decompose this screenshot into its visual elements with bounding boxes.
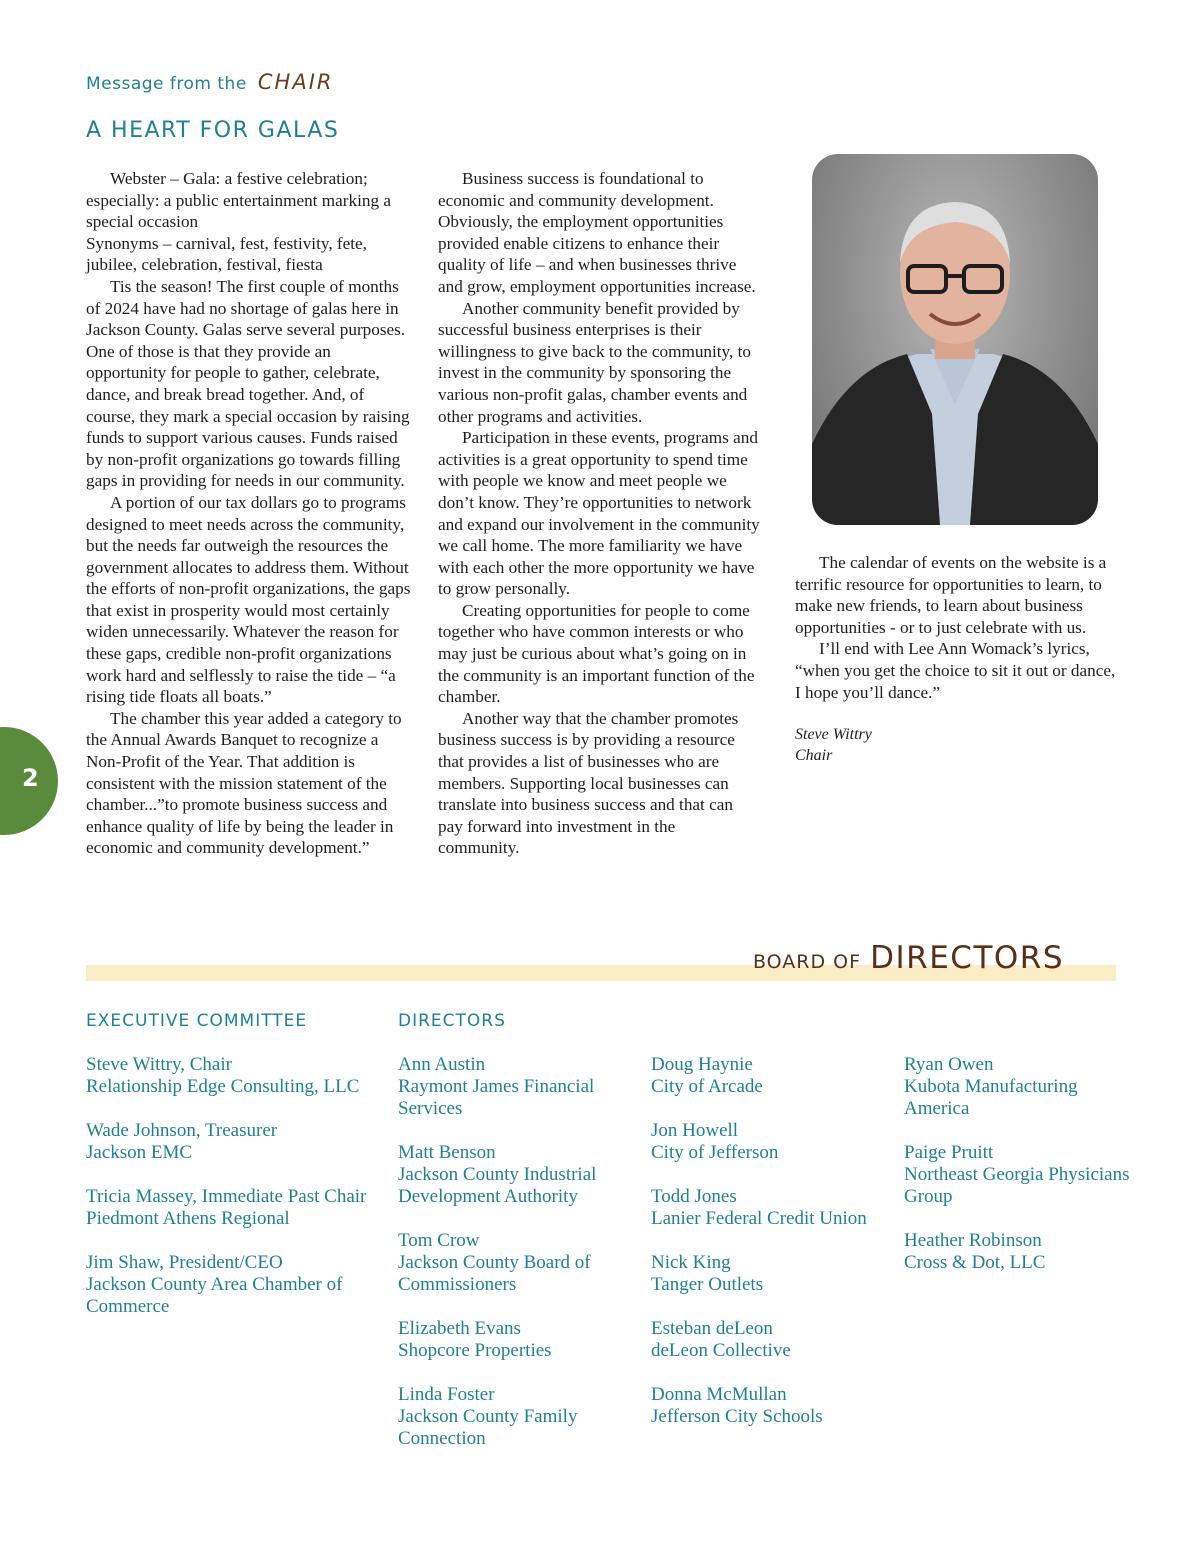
signature <box>795 724 1120 766</box>
board-member-entry <box>651 1318 867 1362</box>
member-name: Heather Robinson <box>904 1230 1042 1251</box>
kicker-small: Message from the <box>86 74 247 94</box>
article-column-1 <box>86 168 411 859</box>
signature-name: Steve Wittry <box>795 726 872 744</box>
board-member-entry <box>398 1054 596 1120</box>
member-organization: America <box>904 1098 970 1119</box>
article-paragraph: Webster – Gala: a festive celebration; especially: a public entertainment marking a special occasion <box>86 169 391 232</box>
member-name: Steve Wittry, Chair <box>86 1054 232 1075</box>
member-name: Wade Johnson, Treasurer <box>86 1120 278 1141</box>
board-member-entry <box>86 1054 366 1098</box>
member-name: Ann Austin <box>398 1054 486 1075</box>
member-organization: Connection <box>398 1428 486 1449</box>
member-organization: Shopcore Properties <box>398 1340 552 1361</box>
board-member-entry <box>904 1142 1130 1208</box>
board-title-small: BOARD OF <box>752 951 862 973</box>
board-member-entry <box>86 1252 366 1318</box>
member-name: Nick King <box>651 1252 731 1273</box>
directors-list-3 <box>904 1054 1130 1296</box>
member-name: Todd Jones <box>651 1186 737 1207</box>
article-paragraph: I’ll end with Lee Ann Womack’s lyrics, “when you get the choice to sit it out or dance, I hope you’ll dance.” <box>795 639 1116 702</box>
article-paragraph: Creating opportunities for people to come together who have common interests or who may just be curious about what’s going on in the community is an important function of the chamber. <box>438 600 755 707</box>
member-name: Doug Haynie <box>651 1054 753 1075</box>
member-organization: Jackson County Area Chamber of <box>86 1274 343 1295</box>
article-paragraph: Business success is foundational to economic and community development. Obviously, the employment opportunities provided enable citizens to enhance their quality of life – and when businesses thrive and grow, employment opportunities increase. <box>438 169 756 296</box>
member-organization: Kubota Manufacturing <box>904 1076 1078 1097</box>
board-member-entry <box>398 1384 596 1450</box>
member-organization: deLeon Collective <box>651 1340 791 1361</box>
member-name: Paige Pruitt <box>904 1142 994 1163</box>
article-headline: A HEART FOR GALAS <box>86 118 340 143</box>
board-member-entry <box>86 1120 366 1164</box>
directors-list-1 <box>398 1054 596 1472</box>
section-kicker <box>86 70 333 94</box>
page-number: 2 <box>22 764 39 792</box>
member-name: Jon Howell <box>651 1120 739 1141</box>
board-member-entry <box>651 1054 867 1098</box>
board-member-entry <box>904 1054 1130 1120</box>
article-paragraph: The calendar of events on the website is a terrific resource for opportunities to learn, to make new friends, to learn about business opportunities - or to just celebrate with us. <box>795 553 1107 637</box>
board-member-entry <box>86 1186 366 1230</box>
member-organization: Jackson County Board of <box>398 1252 591 1273</box>
article-paragraph: Tis the season! The first couple of months of 2024 have had no shortage of galas here in Jackson County. Galas serve several purposes. One of those is that they provide an opportunity for people to gather, celebrate, dance, and break bread together. And, of course, they mark a special occasion by raising funds to support various causes. Funds raised by non-profit organizations go towards filling gaps in providing for needs in our community. <box>86 276 410 491</box>
board-member-entry <box>398 1318 596 1362</box>
article-paragraph: Another community benefit provided by successful business enterprises is their willingness to give back to the community, to invest in the community by sponsoring the various non-profit galas, chamber events and other programs and activities. <box>438 298 751 426</box>
chair-portrait-photo <box>812 154 1098 525</box>
member-organization: Relationship Edge Consulting, LLC <box>86 1076 360 1097</box>
member-organization: Jackson EMC <box>86 1142 193 1163</box>
board-title-large: DIRECTORS <box>870 940 1064 976</box>
board-member-entry <box>651 1384 867 1428</box>
member-organization: Lanier Federal Credit Union <box>651 1208 867 1229</box>
portrait-illustration <box>812 154 1098 525</box>
member-name: Elizabeth Evans <box>398 1318 521 1339</box>
member-name: Linda Foster <box>398 1384 495 1405</box>
member-name: Jim Shaw, President/CEO <box>86 1252 283 1273</box>
member-organization: Raymont James Financial <box>398 1076 595 1097</box>
directors-list-2 <box>651 1054 867 1450</box>
member-organization: Jackson County Industrial <box>398 1164 597 1185</box>
member-organization: Group <box>904 1186 953 1207</box>
directors-heading: DIRECTORS <box>398 1011 506 1031</box>
board-member-entry <box>398 1142 596 1208</box>
board-of-directors-title <box>753 940 1064 976</box>
article-paragraph: Another way that the chamber promotes business success is by providing a resource that provides a list of businesses who are members. Supporting local businesses can translate into business success and that can pay forward into investment in the community. <box>438 708 739 858</box>
article-column-3 <box>795 552 1120 766</box>
member-organization: Jackson County Family <box>398 1406 578 1427</box>
member-organization: Tanger Outlets <box>651 1274 764 1295</box>
member-organization: City of Arcade <box>651 1076 763 1097</box>
member-organization: Commerce <box>86 1296 170 1317</box>
article-column-2 <box>438 168 760 859</box>
member-organization: Commissioners <box>398 1274 517 1295</box>
board-member-entry <box>651 1252 867 1296</box>
signature-title: Chair <box>795 747 833 765</box>
executive-committee-heading: EXECUTIVE COMMITTEE <box>86 1011 308 1031</box>
kicker-large: CHAIR <box>257 70 334 94</box>
member-organization: Cross & Dot, LLC <box>904 1252 1046 1273</box>
article-paragraph: A portion of our tax dollars go to programs designed to meet needs across the community, but the needs far outweigh the resources the government allocates to address them. Without the efforts of non-profit organizations, the gaps that exist in prosperity would most certainly widen unnecessarily. Whatever the reason for these gaps, credible non-profit organizations work hard and selflessly to raise the tide – “a rising tide floats all boats.” <box>86 492 411 707</box>
member-name: Ryan Owen <box>904 1054 994 1075</box>
executive-committee-list <box>86 1054 366 1340</box>
member-name: Donna McMullan <box>651 1384 787 1405</box>
member-name: Tom Crow <box>398 1230 480 1251</box>
member-organization: Development Authority <box>398 1186 578 1207</box>
member-organization: Piedmont Athens Regional <box>86 1208 290 1229</box>
article-paragraph: The chamber this year added a category to the Annual Awards Banquet to recognize a Non-Profit of the Year. That addition is consistent with the mission statement of the chamber...”to promote business success and enhance quality of life by being the leader in economic and community development.” <box>86 708 402 858</box>
member-name: Esteban deLeon <box>651 1318 773 1339</box>
article-paragraph: Synonyms – carnival, fest, festivity, fete, jubilee, celebration, festival, fiesta <box>86 233 367 275</box>
member-organization: Jefferson City Schools <box>651 1406 823 1427</box>
member-name: Matt Benson <box>398 1142 496 1163</box>
board-member-entry <box>651 1186 867 1230</box>
member-organization: City of Jefferson <box>651 1142 779 1163</box>
member-name: Tricia Massey, Immediate Past Chair <box>86 1186 367 1207</box>
column-3-paragraphs <box>795 552 1120 703</box>
board-member-entry <box>398 1230 596 1296</box>
board-member-entry <box>904 1230 1130 1274</box>
member-organization: Services <box>398 1098 463 1119</box>
member-organization: Northeast Georgia Physicians <box>904 1164 1130 1185</box>
article-paragraph: Participation in these events, programs and activities is a great opportunity to spend time with people we know and meet people we don’t know. They’re opportunities to network and expand our involvement in the community we call home. The more familiarity we have with each other the more opportunity we have to grow personally. <box>438 428 760 599</box>
board-member-entry <box>651 1120 867 1164</box>
